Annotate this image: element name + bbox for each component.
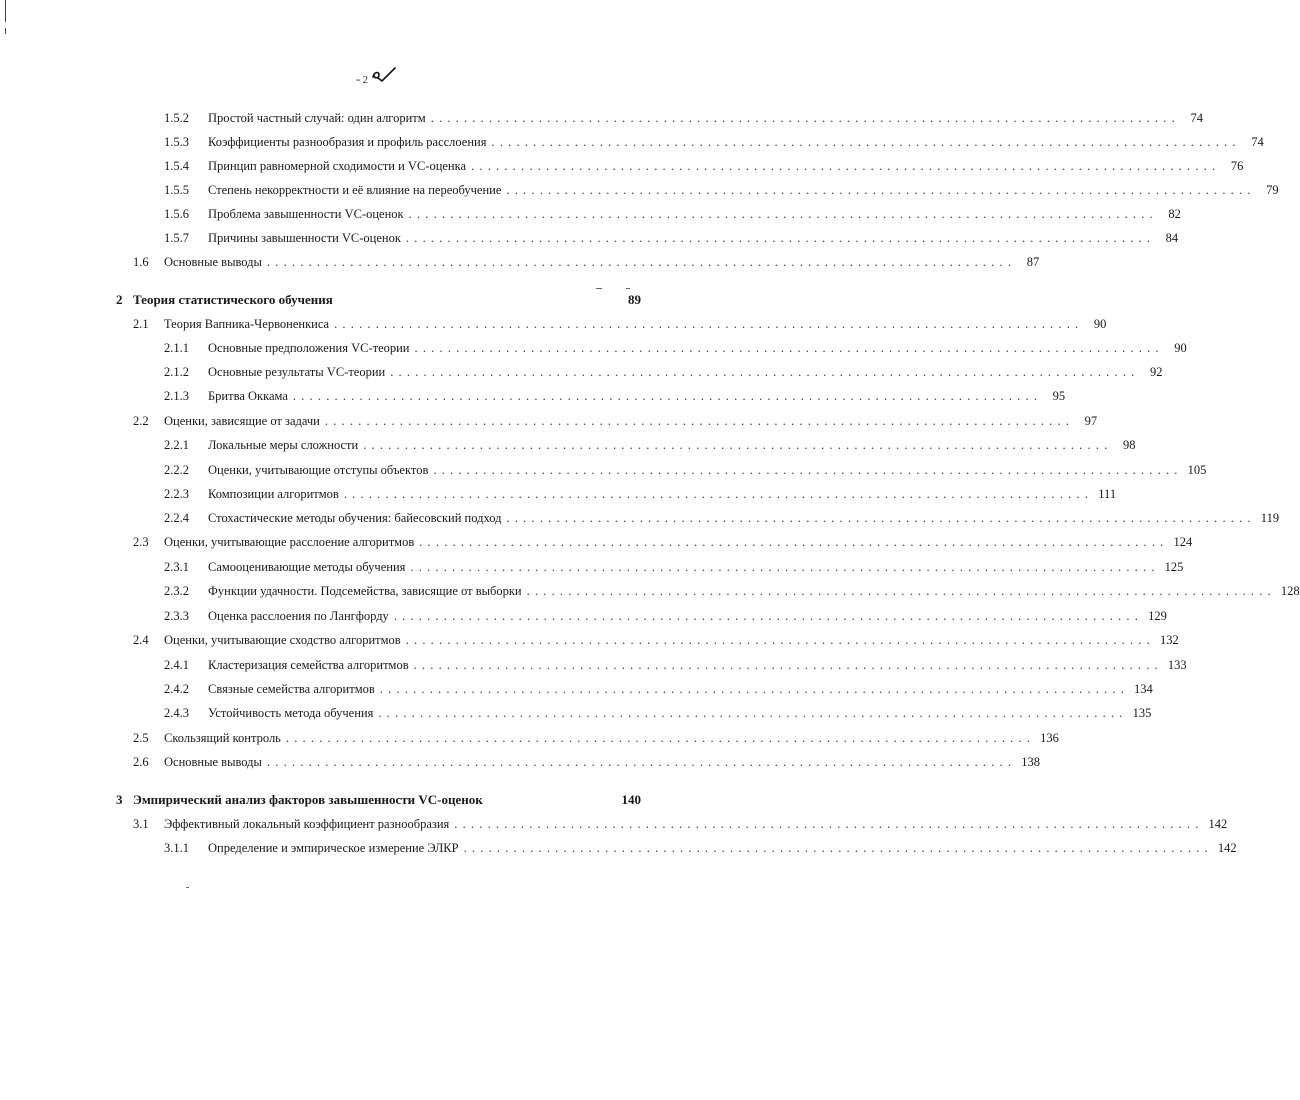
toc-entry-title: Оценки, учитывающие сходство алгоритмов	[164, 633, 401, 647]
toc-entry-number: 2.2.1	[164, 438, 189, 452]
toc-entry-page: 90	[1093, 317, 1107, 331]
toc-subsection-row	[164, 656, 1187, 674]
toc-dot-leader: ..........................................................................................	[414, 341, 1164, 355]
toc-subsection-row	[164, 205, 1181, 223]
toc-subsection-row	[164, 133, 1264, 151]
toc-entry-title: Основные выводы	[164, 255, 262, 269]
toc-entry-number: 1.5.6	[164, 207, 189, 221]
toc-subsection-row	[164, 582, 1300, 600]
toc-entry-number: 2.1.1	[164, 341, 189, 355]
toc-entry-title: Стохастические методы обучения: байесовский подход	[208, 511, 502, 525]
toc-entry-title: Проблема завышенности VC-оценок	[208, 207, 404, 221]
toc-entry-page: 138	[1021, 755, 1040, 769]
toc-entry-number: 2.3.2	[164, 584, 189, 598]
toc-entry-number: 2.1.2	[164, 365, 189, 379]
toc-entry-number: 1.6	[133, 255, 149, 269]
toc-entry-page: 133	[1167, 658, 1187, 672]
toc-entry-number: 1.5.2	[164, 111, 189, 125]
toc-dot-leader: ..........................................................................................	[413, 658, 1163, 672]
toc-dot-leader: ..........................................................................................	[324, 414, 1075, 428]
toc-entry-page: 142	[1208, 817, 1228, 831]
toc-entry-page: 140	[621, 792, 641, 807]
toc-entry-number: 2.4.1	[164, 658, 189, 672]
toc-dot-leader: ..........................................................................................	[430, 111, 1180, 125]
toc-entry-title: Причины завышенности VC-оценок	[208, 231, 401, 245]
toc-section-row	[133, 315, 1107, 333]
toc-entry-number: 2.5	[133, 731, 149, 745]
toc-subsection-row	[164, 607, 1167, 625]
toc-dot-leader: ..........................................................................................	[363, 438, 1113, 452]
toc-dot-leader: ..........................................................................................	[408, 207, 1158, 221]
toc-entry-page: 74	[1190, 111, 1203, 125]
toc-entry-title: Кластеризация семейства алгоритмов	[208, 658, 409, 672]
toc-entry-title: Эффективный локальный коэффициент разнообразия	[164, 817, 450, 831]
toc-entry-page: 142	[1217, 841, 1237, 855]
toc-entry-number: 1.5.7	[164, 231, 189, 245]
page-number-prefix: =	[356, 76, 361, 85]
toc-dot-leader: ..........................................................................................	[471, 159, 1221, 173]
toc-dot-leader: ..........................................................................................	[378, 706, 1128, 720]
toc-entry-number: 2.4.2	[164, 682, 189, 696]
toc-entry-number: 1.5.4	[164, 159, 189, 173]
toc-entry-title: Теория Вапника-Червоненкиса	[164, 317, 330, 331]
toc-entry-title: Простой частный случай: один алгоритм	[208, 111, 426, 125]
toc-subsection-row	[164, 387, 1066, 405]
toc-subsection-row	[164, 485, 1117, 503]
toc-entry-number: 2.1.3	[164, 389, 189, 403]
toc-entry-page: 89	[628, 292, 641, 307]
toc-entry-title: Степень некорректности и её влияние на переобучение	[208, 183, 502, 197]
toc-subsection-row	[164, 181, 1279, 199]
toc-entry-page: 136	[1040, 731, 1059, 745]
handwritten-checkmark-icon	[370, 66, 398, 84]
toc-dot-leader: ..........................................................................................	[419, 535, 1169, 549]
toc-entry-page: 79	[1266, 183, 1279, 197]
toc-entry-page: 105	[1187, 463, 1207, 477]
toc-entry-page: 132	[1159, 633, 1179, 647]
toc-entry-number: 2.2.2	[164, 463, 189, 477]
toc-section-row	[133, 412, 1098, 430]
toc-dot-leader: ..........................................................................................	[506, 511, 1256, 525]
toc-dot-leader: ..........................................................................................	[454, 817, 1204, 831]
toc-entry-page: 134	[1134, 682, 1153, 696]
toc-dot-leader: ..........................................................................................	[405, 231, 1156, 245]
toc-entry-title: Основные предположения VC-теории	[208, 341, 410, 355]
toc-entry-number: 3	[116, 792, 123, 807]
toc-entry-title: Оценка расслоения по Лангфорду	[208, 609, 389, 623]
toc-entry-number: 2.3.1	[164, 560, 189, 574]
scan-edge-mark-small	[5, 28, 6, 34]
toc-entry-number: 2.6	[133, 755, 149, 769]
toc-subsection-row	[164, 509, 1280, 527]
toc-dot-leader: ..........................................................................................	[405, 633, 1155, 647]
toc-entry-title: Основные результаты VC-теории	[208, 365, 386, 379]
toc-entry-number: 2.2.3	[164, 487, 189, 501]
toc-subsection-row	[164, 461, 1207, 479]
toc-section-row	[133, 631, 1179, 649]
toc-entry-title: Принцип равномерной сходимости и VC-оценка	[208, 159, 467, 173]
toc-entry-title: Оценки, учитывающие отступы объектов	[208, 463, 429, 477]
toc-entry-title: Самооценивающие методы обучения	[208, 560, 406, 574]
toc-dot-leader: ..........................................................................................	[433, 463, 1183, 477]
scan-smudge	[626, 288, 630, 289]
toc-entry-number: 2.2	[133, 414, 149, 428]
toc-dot-leader: ..........................................................................................	[334, 317, 1084, 331]
toc-entry-title: Композиции алгоритмов	[208, 487, 339, 501]
toc-entry-title: Эмпирический анализ факторов завышенности VC-оценок	[133, 792, 483, 807]
toc-entry-number: 2.3	[133, 535, 149, 549]
toc-dot-leader: ..........................................................................................	[463, 841, 1213, 855]
toc-entry-page: 129	[1148, 609, 1167, 623]
toc-entry-title: Связные семейства алгоритмов	[208, 682, 375, 696]
toc-subsection-row	[164, 680, 1153, 698]
toc-dot-leader: ..........................................................................................	[506, 183, 1256, 197]
toc-section-row	[133, 815, 1228, 833]
toc-entry-number: 2.1	[133, 317, 149, 331]
toc-section-row	[133, 729, 1059, 747]
toc-entry-number: 2.3.3	[164, 609, 189, 623]
toc-subsection-row	[164, 157, 1244, 175]
toc-subsection-row	[164, 109, 1203, 127]
toc-entry-page: 125	[1164, 560, 1184, 574]
scan-edge-mark	[5, 0, 6, 22]
toc-dot-leader: ..........................................................................................	[390, 365, 1140, 379]
toc-section-row	[133, 753, 1040, 771]
toc-subsection-row	[164, 839, 1237, 857]
toc-entry-number: 3.1.1	[164, 841, 189, 855]
toc-entry-number: 1.5.3	[164, 135, 189, 149]
toc-entry-title: Основные выводы	[164, 755, 262, 769]
toc-entry-page: 111	[1098, 487, 1117, 501]
toc-entry-number: 3.1	[133, 817, 149, 831]
toc-dot-leader: ..........................................................................................	[343, 487, 1094, 501]
toc-entry-title: Оценки, зависящие от задачи	[164, 414, 320, 428]
toc-dot-leader: ..........................................................................................	[292, 389, 1043, 403]
toc-subsection-row	[164, 558, 1184, 576]
toc-chapter-row	[116, 291, 641, 309]
toc-entry-title: Теория статистического обучения	[133, 292, 333, 307]
toc-entry-page: 82	[1168, 207, 1181, 221]
toc-entry-page: 98	[1122, 438, 1136, 452]
toc-entry-page: 90	[1174, 341, 1187, 355]
toc-entry-page: 84	[1165, 231, 1179, 245]
toc-entry-title: Коэффициенты разнообразия и профиль расслоения	[208, 135, 487, 149]
toc-entry-title: Бритва Оккама	[208, 389, 288, 403]
toc-entry-page: 124	[1173, 535, 1193, 549]
toc-entry-number: 1.5.5	[164, 183, 189, 197]
toc-dot-leader: ..........................................................................................	[266, 755, 1017, 769]
toc-entry-page: 119	[1260, 511, 1280, 525]
toc-entry-page: 74	[1251, 135, 1264, 149]
toc-dot-leader: ..........................................................................................	[393, 609, 1144, 623]
toc-entry-page: 76	[1230, 159, 1244, 173]
toc-subsection-row	[164, 436, 1136, 454]
toc-entry-title: Функции удачности. Подсемейства, зависящие от выборки	[208, 584, 522, 598]
toc-entry-page: 95	[1052, 389, 1066, 403]
toc-entry-page: 128	[1280, 584, 1300, 598]
toc-entry-title: Определение и эмпирическое измерение ЭЛКР	[208, 841, 459, 855]
toc-dot-leader: ..........................................................................................	[285, 731, 1036, 745]
toc-entry-title: Локальные меры сложности	[208, 438, 359, 452]
toc-entry-page: 87	[1026, 255, 1040, 269]
toc-entry-page: 135	[1132, 706, 1152, 720]
toc-dot-leader: ..........................................................................................	[379, 682, 1130, 696]
toc-entry-number: 2.4.3	[164, 706, 189, 720]
toc-subsection-row	[164, 363, 1163, 381]
toc-section-row	[133, 533, 1193, 551]
toc-entry-title: Оценки, учитывающие расслоение алгоритмов	[164, 535, 415, 549]
page-number-value: 2	[362, 74, 369, 86]
toc-subsection-row	[164, 229, 1179, 247]
scan-smudge	[596, 288, 602, 289]
toc-dot-leader: ..........................................................................................	[526, 584, 1276, 598]
toc-dot-leader: ..........................................................................................	[266, 255, 1017, 269]
toc-entry-number: 2.4	[133, 633, 149, 647]
toc-entry-title: Устойчивость метода обучения	[208, 706, 374, 720]
toc-entry-page: 97	[1084, 414, 1098, 428]
toc-entry-page: 92	[1149, 365, 1163, 379]
toc-dot-leader: ..........................................................................................	[410, 560, 1160, 574]
scan-smudge	[186, 887, 189, 888]
toc-entry-number: 2.2.4	[164, 511, 189, 525]
toc-entry-title: Скользящий контроль	[164, 731, 281, 745]
toc-subsection-row	[164, 704, 1152, 722]
toc-dot-leader: ..........................................................................................	[491, 135, 1241, 149]
page-number	[356, 74, 368, 86]
toc-chapter-row	[116, 791, 641, 809]
toc-entry-number: 2	[116, 292, 123, 307]
toc-section-row	[133, 253, 1040, 271]
toc-subsection-row	[164, 339, 1187, 357]
